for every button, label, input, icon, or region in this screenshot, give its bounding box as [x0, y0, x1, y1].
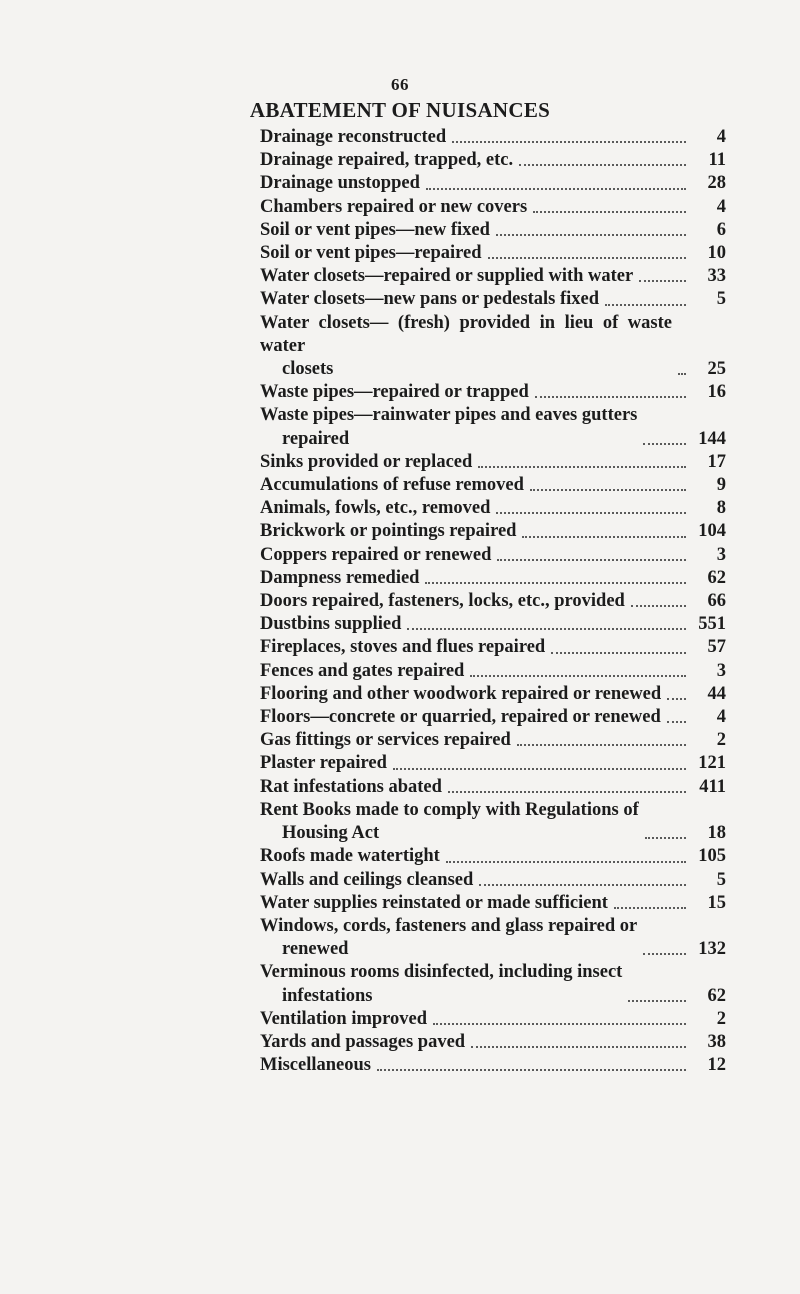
item-count: 121 [698, 753, 726, 774]
item-label: Chambers repaired or new covers [260, 196, 528, 217]
dot-leader [645, 836, 686, 839]
item-count: 62 [707, 985, 726, 1006]
item-count: 38 [707, 1031, 726, 1052]
item-count: 25 [707, 359, 726, 380]
dot-leader [479, 883, 686, 886]
dot-leader [678, 372, 686, 375]
dot-leader [533, 210, 686, 213]
dot-leader [393, 767, 686, 770]
item-label-line: Rent Books made to comply with Regulations of [260, 799, 639, 820]
item-count: 132 [698, 939, 726, 960]
dot-leader [496, 511, 686, 514]
dot-leader [551, 651, 686, 654]
item-count: 5 [716, 289, 726, 310]
list-item [260, 567, 726, 590]
list-item [260, 590, 726, 613]
list-item [260, 219, 726, 242]
dot-leader [530, 488, 686, 491]
dot-leader [478, 465, 686, 468]
item-count: 18 [707, 823, 726, 844]
item-count: 11 [708, 150, 726, 171]
item-label: Fireplaces, stoves and flues repaired [260, 637, 546, 658]
item-label: Dustbins supplied [260, 614, 402, 635]
list-item [260, 126, 726, 149]
dot-leader [488, 256, 686, 259]
item-label-continuation: closets [282, 359, 334, 380]
list-item [260, 451, 726, 474]
item-count: 4 [716, 196, 726, 217]
list-item [260, 706, 726, 729]
item-label: Accumulations of refuse removed [260, 475, 524, 496]
item-count: 66 [707, 591, 726, 612]
dot-leader [605, 303, 686, 306]
item-count: 10 [707, 243, 726, 264]
item-label: Drainage reconstructed [260, 127, 447, 147]
item-label: Water closets—repaired or supplied with water [260, 266, 634, 287]
item-count: 2 [716, 730, 726, 751]
list-item [260, 729, 726, 752]
dot-leader [667, 720, 686, 723]
list-item [260, 242, 726, 265]
item-count: 15 [707, 892, 726, 913]
list-item [260, 312, 726, 382]
list-item [260, 961, 726, 1007]
dot-leader [471, 1045, 686, 1048]
list-item [260, 869, 726, 892]
item-count: 9 [716, 475, 726, 496]
item-count: 144 [698, 428, 726, 449]
item-label [260, 915, 637, 961]
dot-leader [448, 790, 686, 793]
list-item [260, 776, 726, 799]
item-count: 62 [707, 567, 726, 588]
dot-leader [433, 1022, 686, 1025]
item-label-continuation: Housing Act [282, 823, 380, 844]
list-item [260, 474, 726, 497]
item-count: 2 [716, 1008, 726, 1029]
dot-leader [496, 233, 686, 236]
item-count: 551 [698, 614, 726, 635]
item-label: Walls and ceilings cleansed [260, 869, 474, 890]
item-count: 12 [707, 1055, 726, 1076]
list-item [260, 683, 726, 706]
page-title: ABATEMENT OF NUISANCES [249, 98, 551, 122]
dot-leader [667, 697, 686, 700]
nuisance-list [260, 126, 726, 1077]
page-number: 66 [391, 75, 409, 94]
item-label-line: Windows, cords, fasteners and glass repaired or [260, 915, 638, 936]
item-label: Gas fittings or services repaired [260, 730, 511, 751]
list-item [260, 520, 726, 543]
item-label-continuation: infestations [282, 985, 373, 1006]
item-count: 16 [707, 382, 726, 403]
item-count: 105 [698, 846, 726, 867]
dot-leader [628, 999, 686, 1002]
item-count: 411 [699, 776, 726, 797]
list-item [260, 288, 726, 311]
item-count: 3 [716, 544, 726, 565]
item-label: Sinks provided or replaced [260, 451, 473, 472]
item-label [260, 312, 672, 382]
list-item [260, 799, 726, 845]
list-item [260, 613, 726, 636]
dot-leader [519, 163, 686, 166]
dot-leader [517, 743, 686, 746]
item-label: Plaster repaired [260, 753, 387, 774]
list-item [260, 1054, 726, 1077]
item-count: 17 [707, 451, 726, 472]
item-label: Brickwork or pointings repaired [260, 521, 517, 542]
item-label: Waste pipes—repaired or trapped [260, 382, 529, 403]
item-label: Flooring and other woodwork repaired or renewed [260, 683, 662, 704]
dot-leader [522, 535, 686, 538]
item-label: Soil or vent pipes—repaired [260, 243, 482, 264]
dot-leader [639, 279, 686, 282]
list-item [260, 196, 726, 219]
item-label: Soil or vent pipes—new fixed [260, 219, 490, 240]
dot-leader [426, 187, 686, 190]
item-count: 8 [716, 498, 726, 519]
list-item [260, 544, 726, 567]
item-count: 5 [716, 869, 726, 890]
list-item [260, 381, 726, 404]
list-item [260, 892, 726, 915]
dot-leader [425, 581, 686, 584]
dot-leader [452, 140, 686, 143]
item-label: Miscellaneous [260, 1055, 371, 1076]
item-count: 104 [698, 521, 726, 542]
item-label: Doors repaired, fasteners, locks, etc., provided [260, 591, 625, 612]
list-item [260, 404, 726, 450]
list-item [260, 752, 726, 775]
list-item [260, 1031, 726, 1054]
item-label: Water supplies reinstated or made sufficient [260, 892, 608, 913]
dot-leader [407, 627, 686, 630]
item-label [260, 961, 622, 1007]
item-label: Ventilation improved [260, 1008, 428, 1029]
item-label: Coppers repaired or renewed [260, 544, 492, 565]
list-item [260, 497, 726, 520]
item-label-line: Verminous rooms disinfected, including insect [260, 962, 623, 983]
item-label-line: Waste pipes—rainwater pipes and eaves gutters [260, 405, 638, 426]
list-item [260, 915, 726, 961]
item-count: 4 [716, 707, 726, 728]
list-item [260, 660, 726, 683]
item-label [260, 799, 639, 845]
item-label: Yards and passages paved [260, 1031, 466, 1052]
item-label: Drainage unstopped [260, 173, 420, 194]
item-label: Fences and gates repaired [260, 660, 465, 681]
item-label: Floors—concrete or quarried, repaired or renewed [260, 707, 661, 728]
list-item [260, 265, 726, 288]
list-item [260, 172, 726, 195]
item-label: Drainage repaired, trapped, etc. [260, 150, 514, 171]
item-label: Dampness remedied [260, 567, 420, 588]
item-count: 44 [707, 683, 726, 704]
item-label-continuation: repaired [282, 428, 350, 449]
list-item [260, 845, 726, 868]
list-item [260, 1008, 726, 1031]
dot-leader [643, 442, 686, 445]
item-label-line: Water closets— (fresh) provided in lieu of waste water [260, 312, 672, 356]
item-label: Animals, fowls, etc., removed [260, 498, 491, 519]
dot-leader [470, 674, 686, 677]
item-count: 28 [707, 173, 726, 194]
dot-leader [631, 604, 686, 607]
dot-leader [643, 952, 686, 955]
list-item [260, 149, 726, 172]
item-count: 57 [707, 637, 726, 658]
item-label: Roofs made watertight [260, 846, 440, 867]
item-count: 3 [716, 660, 726, 681]
item-count: 33 [707, 266, 726, 287]
dot-leader [446, 860, 686, 863]
dot-leader [377, 1068, 686, 1071]
item-label-continuation: renewed [282, 939, 349, 960]
dot-leader [614, 906, 686, 909]
item-count: 4 [716, 127, 726, 147]
item-count: 6 [716, 219, 726, 240]
item-label [260, 404, 637, 450]
item-label: Rat infestations abated [260, 776, 442, 797]
list-item [260, 636, 726, 659]
dot-leader [535, 395, 686, 398]
dot-leader [497, 558, 686, 561]
item-label: Water closets—new pans or pedestals fixed [260, 289, 599, 310]
